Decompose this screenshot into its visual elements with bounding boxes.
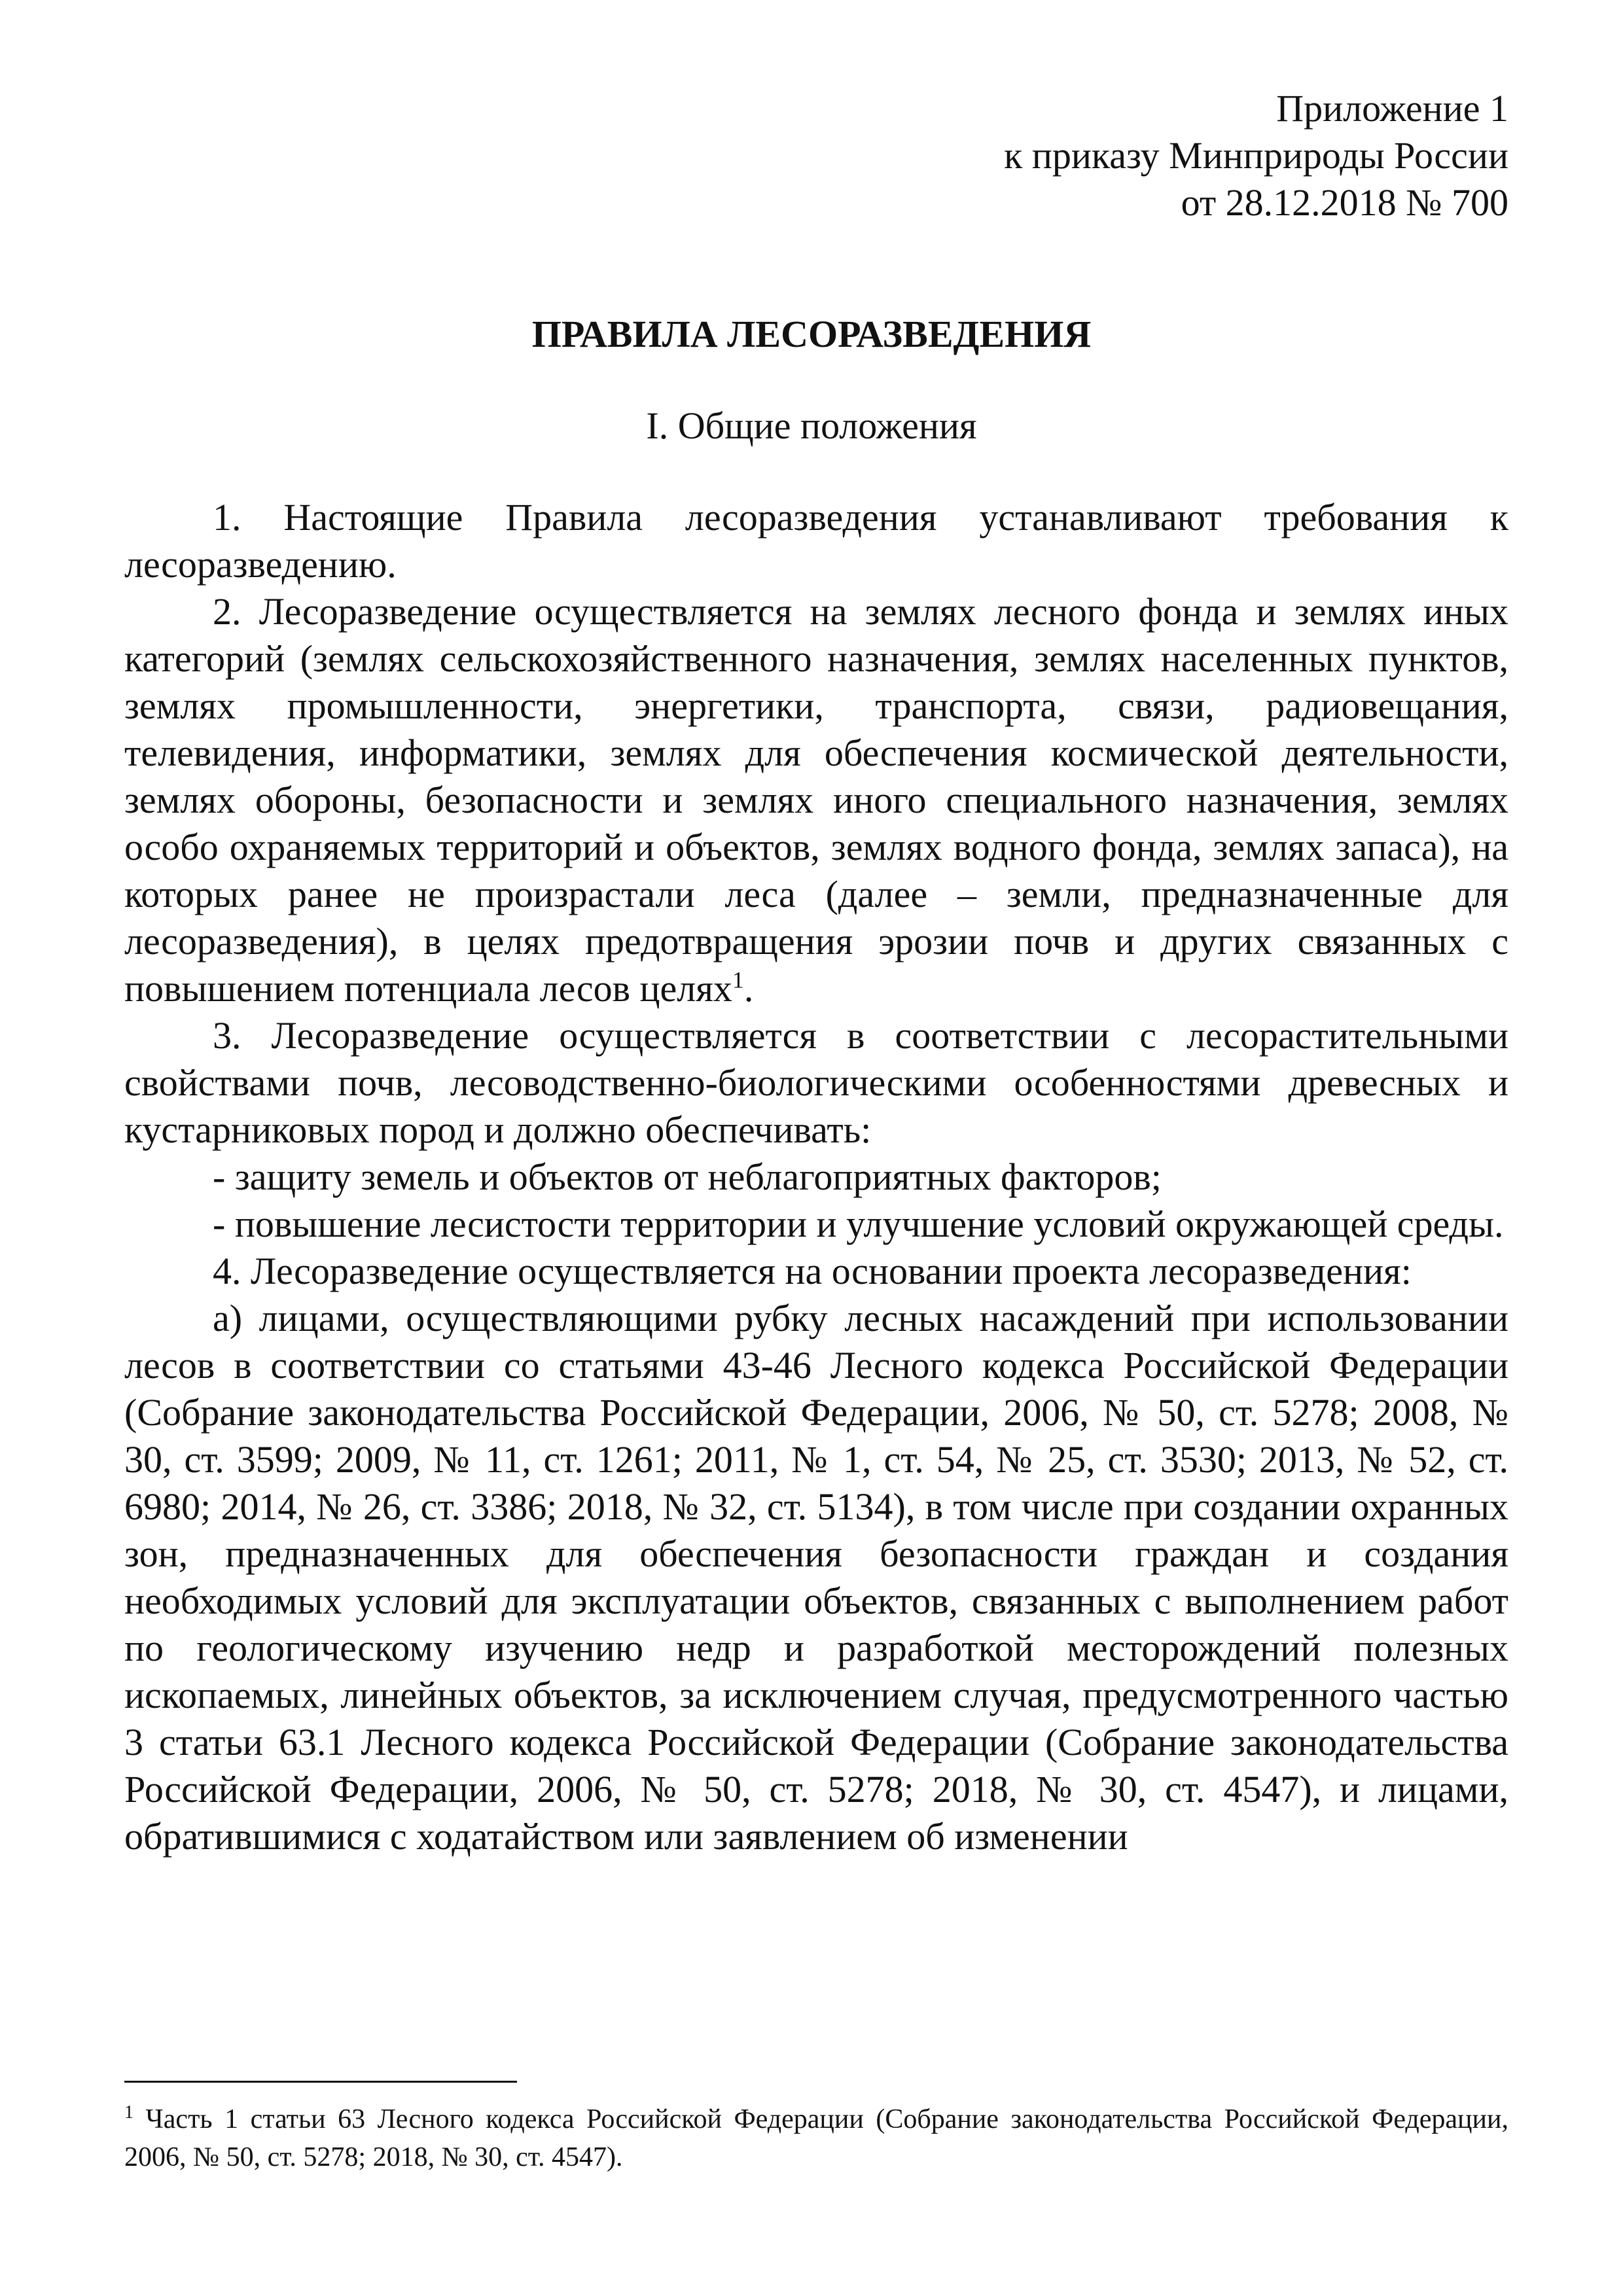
footnote-text: Часть 1 статьи 63 Лесного кодекса Российской Федерации (Собрание законодательства Российской Федерации, 2006, № 50, ст. 5278; 2018, № 30, ст. 4547). — [124, 2104, 1508, 2172]
appendix-header — [1004, 85, 1508, 226]
section-heading: I. Общие положения — [646, 404, 977, 447]
document-title: ПРАВИЛА ЛЕСОРАЗВЕДЕНИЯ — [531, 313, 1092, 355]
order-reference: к приказу Минприроды России — [1004, 134, 1508, 177]
document-body — [124, 494, 1508, 1860]
footnote-1 — [124, 2100, 1508, 2176]
paragraph-2-end: . — [743, 967, 754, 1010]
footnote — [124, 2100, 1508, 2176]
footnote-reference[interactable]: 1 — [732, 966, 744, 993]
appendix-number: Приложение 1 — [1276, 87, 1508, 130]
order-date-number: от 28.12.2018 № 700 — [1181, 181, 1508, 224]
paragraph-3: 3. Лесоразведение осуществляется в соответствии с лесорастительными свойствами почв, лесоводственно-биологическими особенностями древесных и кустарниковых пород и должно обеспечивать: — [124, 1014, 1508, 1151]
footnote-marker: 1 — [124, 2102, 134, 2123]
paragraph-1: 1. Настоящие Правила лесоразведения устанавливают требования к лесоразведению. — [124, 496, 1508, 586]
paragraph-2-text: 2. Лесоразведение осуществляется на землях лесного фонда и землях иных категорий (землях сельскохозяйственного назначения, землях населенных пунктов, землях промышленности, энергетики, транспорта, связи, радиовещания, телевидения, информатики, землях для обеспечения космической деятельности, землях обороны, безопасности и землях иного специального назначения, землях особо охраняемых территорий и объектов, землях водного фонда, землях запаса), на которых ранее не произрастали леса (далее – земли, предназначенные для лесоразведения), в целях предотвращения эрозии почв и других связанных с повышением потенциала лесов целях — [124, 590, 1508, 1010]
paragraph-4: 4. Лесоразведение осуществляется на основании проекта лесоразведения: — [213, 1250, 1412, 1292]
paragraph-2 — [124, 588, 1508, 1012]
paragraph-3-item-1: - защиту земель и объектов от неблагоприятных факторов; — [213, 1156, 1162, 1198]
paragraph-3-item-2: - повышение лесистости территории и улучшение условий окружающей среды. — [213, 1203, 1504, 1245]
paragraph-4-item-a: а) лицами, осуществляющими рубку лесных насаждений при использовании лесов в соответствии со статьями 43-46 Лесного кодекса Российской Федерации (Собрание законодательства Российской Федерации, 2006, № 50, ст. 5278; 2008, № 30, ст. 3599; 2009, № 11, ст. 1261; 2011, № 1, ст. 54, № 25, ст. 3530; 2013, № 52, ст. 6980; 2014, № 26, ст. 3386; 2018, № 32, ст. 5134), в том числе при создании охранных зон, предназначенных для обеспечения безопасности граждан и создания необходимых условий для эксплуатации объектов, связанных с выполнением работ по геологическому изучению недр и разработкой месторождений полезных ископаемых, линейных объектов, за исключением случая, предусмотренного частью 3 статьи 63.1 Лесного кодекса Российской Федерации (Собрание законодательства Российской Федерации, 2006, № 50, ст. 5278; 2018, № 30, ст. 4547), и лицами, обратившимися с ходатайством или заявлением об изменении — [124, 1297, 1508, 1858]
footnote-divider — [124, 2081, 517, 2083]
